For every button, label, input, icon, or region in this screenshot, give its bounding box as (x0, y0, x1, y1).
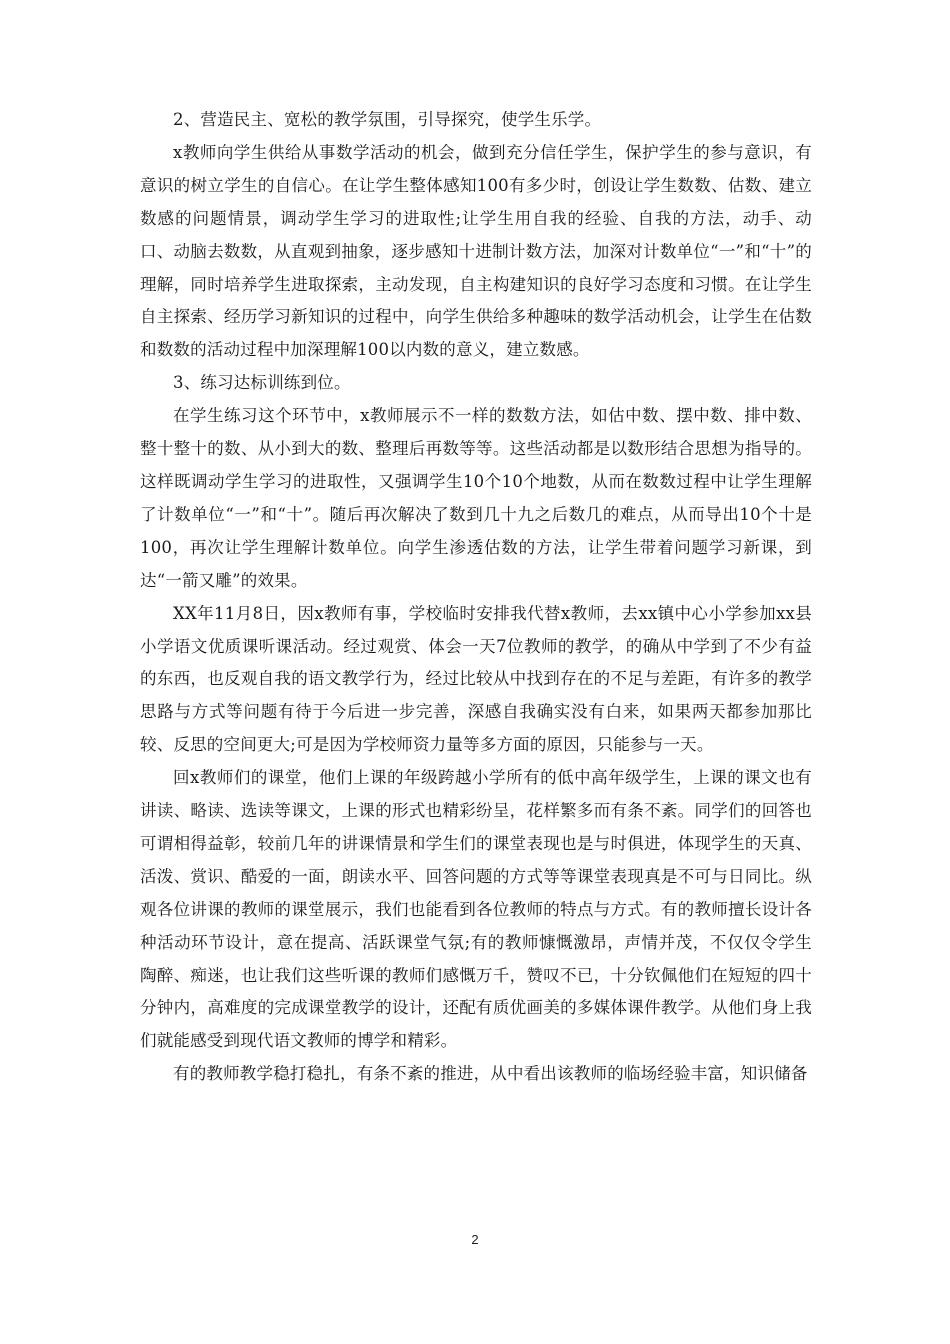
paragraph-observation-event: XX年11月8日，因x教师有事，学校临时安排我代替x教师，去xx镇中心小学参加xx县小学语文优质课听课活动。经过观赏、体会一天7位教师的教学，的确从中学到了不少有益的东西，也反观自我的语文教学行为，经过比较从中找到存在的不足与差距，有许多的教学思路与方式等问题有待于今后进一步完善，深感自我确实没有白来，如果两天都参加那比较、反思的空间更大;可是因为学校师资力量等多方面的原因，只能参与一天。 (140, 603, 812, 755)
document-body (140, 104, 812, 1091)
paragraph-math-activities: x教师向学生供给从事数学活动的机会，做到充分信任学生，保护学生的参与意识，有意识的树立学生的自信心。在让学生整体感知100有多少时，创设让学生数数、估数、建立数感的问题情景，调动学生学习的进取性;让学生用自我的经验、自我的方法，动手、动口、动脑去数数，从直观到抽象，逐步感知十进制计数方法，加深对计数单位“一”和“十”的理解，同时培养学生进取探索，主动发现，自主构建知识的良好学习态度和习惯。在让学生自主探索、经历学习新知识的过程中，向学生供给多种趣味的数学活动机会，让学生在估数和数数的活动过程中加深理解100以内数的意义，建立数感。 (140, 142, 812, 360)
paragraph-section-2-heading: 2、营造民主、宽松的教学氛围，引导探究，使学生乐学。 (173, 110, 602, 129)
paragraph-practice-methods: 在学生练习这个环节中，x教师展示不一样的数数方法，如估中数、摆中数、排中数、整十整十的数、从小到大的数、整理后再数等等。这些活动都是以数形结合思想为指导的。这样既调动学生学习的进取性，又强调学生10个10个地数，从而在数数过程中让学生理解了计数单位“一”和“十”。随后再次解决了数到几十九之后数几的难点，从而导出10个十是100，再次让学生理解计数单位。向学生渗透估数的方法，让学生带着问题学习新课，到达“一箭又雕”的效果。 (140, 406, 812, 590)
page-number: 2 (471, 1232, 479, 1247)
paragraph-section-3-heading: 3、练习达标训练到位。 (173, 373, 351, 393)
paragraph-teaching-style: 有的教师教学稳打稳扎，有条不紊的推进，从中看出该教师的临场经验丰富，知识储备 (173, 1064, 808, 1084)
paragraph-classroom-review: 回x教师们的课堂，他们上课的年级跨越小学所有的低中高年级学生，上课的课文也有讲读、略读、选读等课文，上课的形式也精彩纷呈，花样繁多而有条不紊。同学们的回答也可谓相得益彰，较前几年的讲课情景和学生们的课堂表现也是与时俱进，体现学生的天真、活泼、赏识、酷爱的一面，朗读水平、回答问题的方式等等课堂表现真是不可与日同比。纵观各位讲课的教师的课堂展示，我们也能看到各位教师的特点与方式。有的教师擅长设计各种活动环节设计，意在提高、活跃课堂气氛;有的教师慷慨激昂，声情并茂，不仅仅令学生陶醉、痴迷，也让我们这些听课的教师们感慨万千，赞叹不已，十分钦佩他们在短短的四十分钟内，高难度的完成课堂教学的设计，还配有质优画美的多媒体课件教学。从他们身上我们就能感受到现代语文教师的博学和精彩。 (140, 768, 812, 1051)
